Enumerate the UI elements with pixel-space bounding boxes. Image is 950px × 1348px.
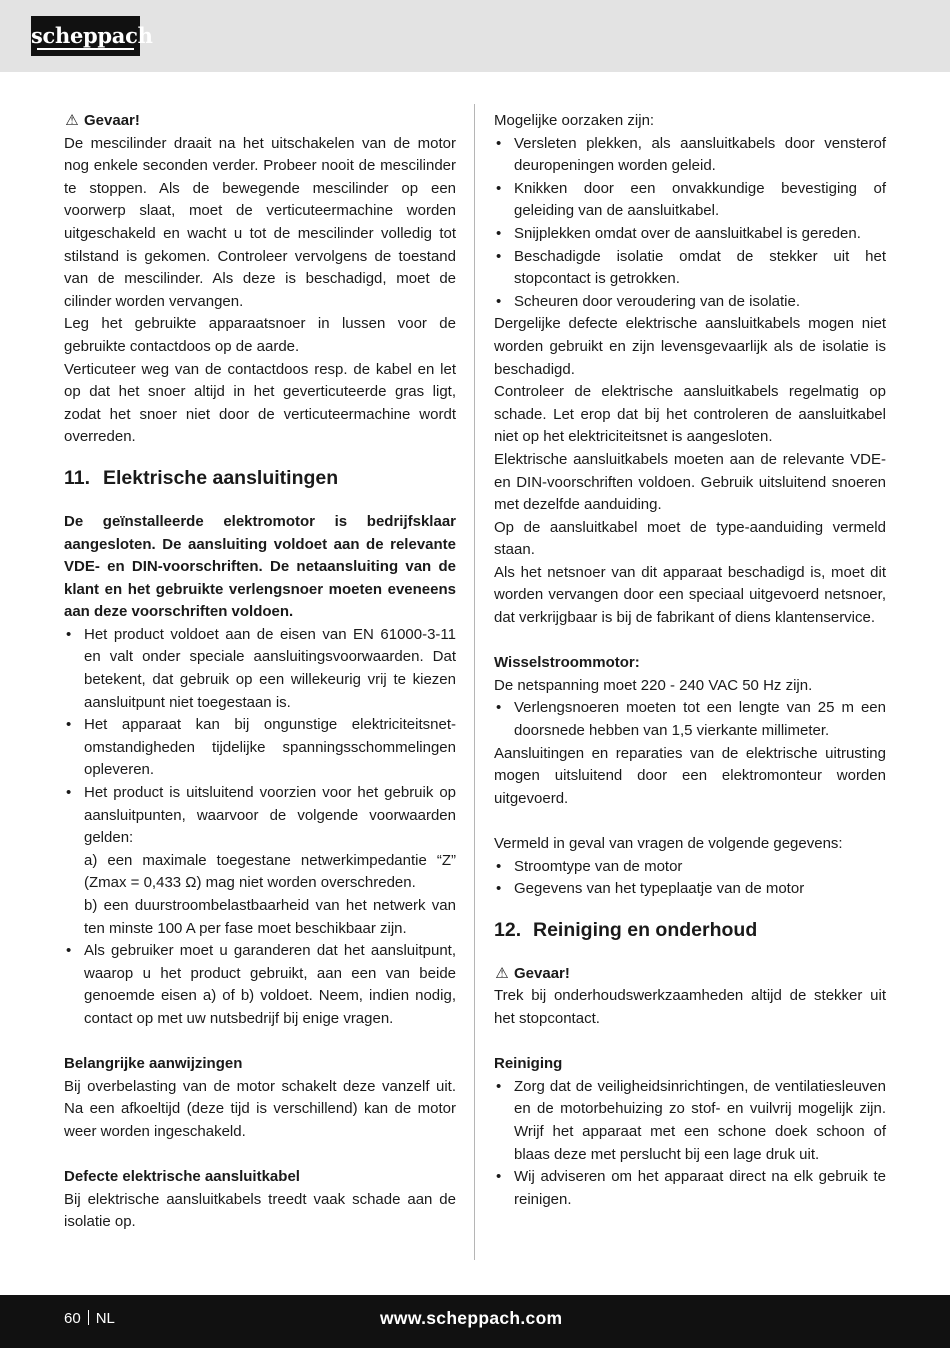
section-11-heading	[64, 465, 456, 491]
language-code: NL	[95, 1310, 115, 1327]
section-12-number: 12.	[494, 918, 522, 941]
list-item-condition-b: b) een duurstroombelastbaarheid van het netwerk van ten minste 100 A per fase moet beschikbaar zijn.	[84, 897, 456, 937]
list-item: • Scheuren door veroudering van de isolatie.	[494, 291, 886, 314]
section-11-bullets	[64, 624, 456, 1031]
list-item: • Snijplekken omdat over de aansluitkabel is gereden.	[494, 223, 886, 246]
logo-underline	[37, 48, 134, 50]
list-item: • Zorg dat de veiligheidsinrichtingen, de ventilatiesleuven en de motorbehuizing zo stof- en vuilvrij mogelijk zijn. Wrijf het apparaat met een schone doek schoon of blaas deze met perslucht bij een lage druk uit.	[494, 1076, 886, 1166]
paragraph-defect-cables: Dergelijke defecte elektrische aansluitkabels mogen niet worden gebruikt en zijn levensgevaarlijk als de isolatie is beschadigd.	[494, 315, 886, 378]
list-item-condition-a: a) een maximale toegestane netwerkimpedantie “Z” (Zmax = 0,433 Ω) mag niet worden overschreden.	[84, 851, 456, 892]
paragraph-replace-cord: Als het netsnoer van dit apparaat beschadigd is, moet dit worden vervangen door een speciaal uitgevoerd netsnoer, dat verkrijgbaar is bij de fabrikant of diens klantenservice.	[494, 563, 886, 627]
section-12-heading	[494, 917, 886, 943]
list-item: • Knikken door een onvakkundige bevestiging of geleiding van de aansluitkabel.	[494, 178, 886, 223]
ac-motor-heading: Wisselstroommotor:	[494, 654, 640, 672]
spacer	[64, 1031, 456, 1054]
important-text: Bij overbelasting van de motor schakelt deze vanzelf uit. Na een afkoeltijd (deze tijd is verschillend) kan de motor weer worden ingeschakeld.	[64, 1077, 456, 1140]
section-11-number: 11.	[64, 466, 91, 489]
paragraph-verticuteer: Verticuteer weg van de contactdoos resp. de kabel en let op dat het snoer altijd in het geverticuteerde gras ligt, zodat het snoer niet door de verticuteermachine wordt overreden.	[64, 360, 456, 446]
page-number-value: 60	[64, 1310, 81, 1327]
section-12-title: Reiniging en onderhoud	[533, 918, 758, 941]
warning-heading	[64, 110, 456, 133]
list-item: • Verlengsnoeren moeten tot een lengte van 25 m een doorsnede hebben van 1,5 vierkante millimeter.	[494, 697, 886, 742]
page-number-separator	[88, 1310, 89, 1325]
website-link[interactable]: www.scheppach.com	[380, 1308, 563, 1328]
section-11-title: Elektrische aansluitingen	[103, 466, 339, 489]
list-item: • Stroomtype van de motor	[494, 856, 886, 879]
paragraph-norms: Elektrische aansluitkabels moeten aan de relevante VDE- en DIN-voorschriften voldoen. Gebruik uitsluitend snoeren met dezelfde aanduiding.	[494, 450, 886, 514]
list-item: • Gegevens van het typeplaatje van de motor	[494, 878, 886, 901]
list-item: • Wij adviseren om het apparaat direct na elk gebruik te reinigen.	[494, 1166, 886, 1211]
column-divider	[474, 104, 475, 1260]
right-column	[494, 110, 886, 1211]
ac-motor-bullets	[494, 697, 886, 742]
header-band	[0, 0, 950, 72]
list-item: • Beschadigde isolatie omdat de stekker uit het stopcontact is getrokken.	[494, 246, 886, 291]
list-item: • Versleten plekken, als aansluitkabels door vensterof deuropeningen worden geleid.	[494, 133, 886, 178]
logo-text: scheppach	[31, 23, 153, 48]
defect-cable-heading: Defecte elektrische aansluitkabel	[64, 1168, 300, 1186]
spacer	[494, 1031, 886, 1054]
causes-intro: Mogelijke oorzaken zijn:	[494, 112, 655, 129]
list-item	[64, 782, 456, 940]
warning-text: Trek bij onderhoudswerkzaamheden altijd de stekker uit het stopcontact.	[494, 987, 886, 1027]
warning-heading	[494, 963, 886, 986]
list-item: • Als gebruiker moet u garanderen dat het aansluitpunt, waarop u het product gebruikt, aan een van beide genoemde eisen a) of b) voldoet. Neem, indien nodig, contact op met uw nutsbedrijf bij enige vragen.	[64, 940, 456, 1030]
paragraph-type-label: Op de aansluitkabel moet de type-aanduiding vermeld staan.	[494, 518, 886, 559]
warning-title: Gevaar!	[84, 112, 140, 129]
list-item-text: • Het product is uitsluitend voorzien voor het gebruik op aansluitpunten, waarvoor de volgende voorwaarden gelden:	[84, 784, 456, 847]
page-number	[64, 1309, 115, 1329]
warning-triangle-icon: ⚠	[495, 964, 509, 982]
paragraph-check-cables: Controleer de elektrische aansluitkabels regelmatig op schade. Let erop dat bij het controleren de aansluitkabel niet op het elektriciteitsnet is aangesloten.	[494, 383, 886, 446]
list-item: • Het product voldoet aan de eisen van EN 61000-3-11 en valt onder speciale aansluitingsvoorwaarden. Dat betekent, dat gebruik op een willekeurig vrij te kiezen aansluitpunt niet toegestaan is.	[64, 624, 456, 714]
section-11-intro: De geïnstalleerde elektromotor is bedrijfsklaar aangesloten. De aansluiting voldoet aan de relevante VDE- en DIN-voorschriften. De netaansluiting van de klant en het gebruikte verlengsnoer moeten eveneens aan deze voorschriften voldoen.	[64, 512, 456, 621]
cleaning-list	[494, 1076, 886, 1212]
spacer	[64, 1144, 456, 1167]
defect-cable-text: Bij elektrische aansluitkabels treedt vaak schade aan de isolatie op.	[64, 1190, 456, 1231]
warning-text: De mescilinder draait na het uitschakelen van de motor nog enkele seconden verder. Probeer nooit de mescilinder te stoppen. Als de bewegende mescilinder op een voorwerp slaat, moet de verticuteermachine worden uitgeschakeld en wacht u tot de mescilinder volledig tot stilstand is gekomen. Controleer vervolgens de toestand van de mescilinder. Als deze is beschadigd, moet de cilinder worden vervangen.	[64, 134, 456, 310]
causes-list	[494, 133, 886, 314]
questions-intro: Vermeld in geval van vragen de volgende gegevens:	[494, 835, 843, 852]
spacer	[494, 810, 886, 833]
questions-list	[494, 856, 886, 901]
ac-motor-voltage: De netspanning moet 220 - 240 VAC 50 Hz zijn.	[494, 676, 813, 694]
ac-motor-repairs: Aansluitingen en reparaties van de elektrische uitrusting mogen uitsluitend door een elektromonteur worden uitgevoerd.	[494, 744, 886, 807]
warning-title: Gevaar!	[514, 964, 570, 982]
brand-logo	[31, 16, 153, 56]
cleaning-heading: Reiniging	[494, 1055, 563, 1073]
important-heading: Belangrijke aanwijzingen	[64, 1055, 243, 1073]
left-column	[64, 110, 456, 1234]
list-item: • Het apparaat kan bij ongunstige elektriciteitsnet-omstandigheden tijdelijke spanningsschommelingen opleveren.	[64, 714, 456, 782]
warning-triangle-icon: ⚠	[65, 112, 79, 129]
spacer	[494, 630, 886, 653]
paragraph-lussen: Leg het gebruikte apparaatsnoer in lussen voor de gebruikte contactdoos op de aarde.	[64, 315, 456, 355]
